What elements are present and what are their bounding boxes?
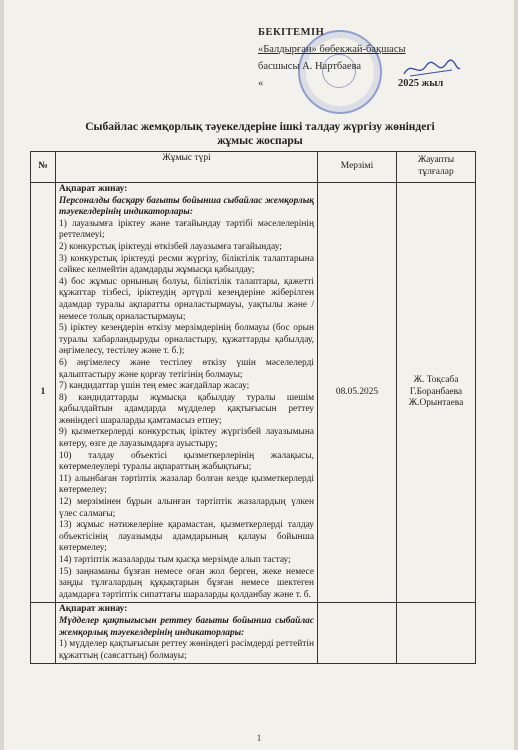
row-number — [31, 603, 56, 664]
section-title: Ақпарат жинау: — [59, 604, 128, 615]
list-item: 5) іріктеу кезеңдерін өткізу мерзімдерінің болмауы (бос орын туралы хабарландыруды орналастыру, құжаттарды қабылдау, әңгімелесу, тестілеу және т. б.); — [59, 323, 314, 357]
section-title: Ақпарат жинау: — [59, 184, 128, 194]
list-item: 3) конкурстық іріктеуді ресми жүргізу, біліктілік талаптарына сәйкес келмейтін адамдарды жұмысқа қабылдау; — [59, 253, 314, 276]
header-work-type: Жұмыс түрі — [56, 152, 318, 183]
table-row — [31, 183, 476, 603]
list-item: 15) заңнаманы бұзған немесе оған жол берген, жеке немесе заңды тұлғалардың құқықтарын бұзған немесе шектеген адамдарға тәртіптік сипаттағы шараларды қолданбау және т. б. — [59, 566, 314, 600]
responsible-person: Ж. Тоқсаба — [413, 375, 459, 386]
work-plan-table — [30, 151, 476, 664]
approval-head: басшысы А. Нартбаева — [258, 61, 362, 72]
table-row — [31, 603, 476, 664]
list-item: 11) алынбаған тәртіптік жазалар болған кезде қызметкерлерді көтермелеу; — [59, 473, 314, 496]
responsible-person: Ж.Орынтаева — [408, 398, 464, 409]
approval-date-line — [258, 75, 468, 92]
list-item: 4) бос жұмыс орнының болуы, біліктілік талаптары, қажетті құжаттар тізбесі, іріктеудің әртүрлі кезеңдеріне жіберілген адамдар туралы ақпаратты орналастырмауы, уақтылы және / немесе толық орналастырмауы; — [59, 276, 314, 322]
row-responsible — [397, 183, 476, 603]
row-number: 1 — [31, 183, 56, 603]
page-number: 1 — [256, 733, 262, 743]
row-responsible — [397, 603, 476, 664]
header-responsible: Жауапты тұлғалар — [397, 152, 476, 183]
approval-org: «Балдырған» бөбекжай-бақшасы — [258, 44, 406, 55]
row-deadline: 08.05.2025 — [318, 183, 397, 603]
row-work-type — [56, 183, 318, 603]
list-item: 7) кандидаттар үшін тең емес жағдайлар жасау; — [59, 381, 250, 392]
list-item: 12) мерзімінен бұрын алынған тәртіптік жазалардың үлкен үлес салмағы; — [59, 497, 314, 519]
list-item: 2) конкурстық іріктеуді өткізбей лауазымға тағайындау; — [59, 241, 282, 252]
list-item: 1) мүдделер қақтығысын реттеу жөніндегі рәсімдерді реттейтін құжаттың (саясаттың) болмауы; — [59, 639, 314, 661]
list-item: 14) тәртіптік жазаларды тым қысқа мерзімде алып тастау; — [59, 555, 291, 565]
document-title-line-1: Сыбайлас жемқорлық тәуекелдеріне ішкі талдау жүргізу жөніндегі — [85, 121, 435, 133]
approval-block — [258, 24, 468, 92]
document-title — [50, 120, 470, 148]
row-deadline — [318, 603, 397, 664]
header-number: № — [31, 152, 56, 183]
approval-date-prefix: « — [258, 78, 264, 89]
section-subtitle: Персоналды басқару бағыты бойынша сыбайлас жемқорлық тәуекелдерінің индикаторлары: — [59, 195, 314, 218]
document-title-line-2: жұмыс жоспары — [217, 135, 303, 147]
list-item: 8) кандидаттарды жұмысқа қабылдау туралы шешім қабылдайтын адамдарда мүдделер қақтығысын реттеу жөніндегі шараларды қамтамасыз етпеу; — [59, 392, 314, 426]
row-work-type — [56, 603, 318, 664]
list-item: 10) талдау объектісі қызметкерлерінің жалақысы, көтермелеулері туралы ақпараттың жабықтығы; — [59, 450, 314, 473]
table-header-row — [31, 152, 476, 183]
list-item: 6) әңгімелесу және тестілеу өткізу үшін мәселелерді қалыптастыру және қорғау тетігінің болмауы; — [59, 357, 314, 380]
approval-year: 2025 жыл — [398, 78, 444, 89]
approval-title: БЕКІТЕМІН — [258, 27, 325, 38]
header-deadline: Мерзімі — [318, 152, 397, 183]
section-subtitle: Мүдделер қақтығысын реттеу бағыты бойынша сыбайлас жемқорлық тәуекелдерінің индикаторлары: — [59, 615, 314, 638]
list-item: 13) жұмыс нәтижелеріне қарамастан, қызметкерлерді талдау объектісінің лауазымды адамдарының қалауы бойынша көтермелеу; — [59, 520, 314, 554]
list-item: 1) лауазымға іріктеу және тағайындау тәртібі мәселелерінің реттелмеуі; — [59, 218, 314, 241]
list-item: 9) қызметкерлерді конкурстық іріктеу жүргізбей лауазымына көтеру, өзге де лауазымдарға ауыстыру; — [59, 427, 314, 450]
responsible-person: Г.Боранбаева — [409, 386, 463, 397]
